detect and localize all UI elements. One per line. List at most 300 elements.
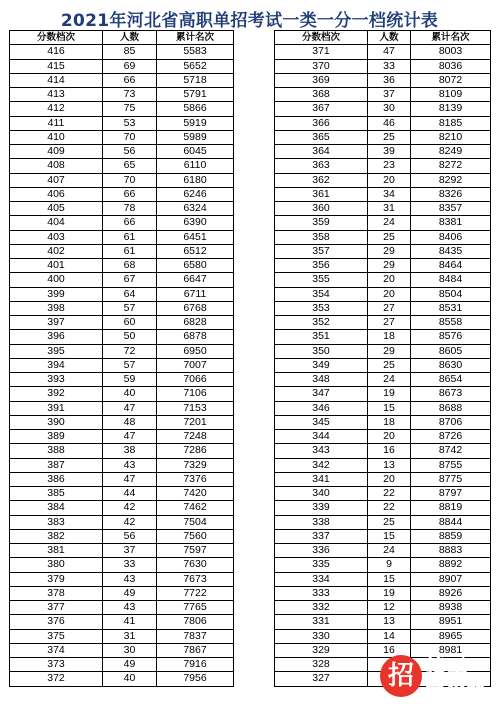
score-cell: 389: [10, 430, 103, 444]
rank-cell: 6950: [157, 344, 234, 358]
header-score: 分数档次: [10, 31, 103, 45]
count-cell: 65: [103, 159, 157, 173]
score-cell: 380: [10, 558, 103, 572]
score-cell: 401: [10, 259, 103, 273]
rank-cell: 5718: [157, 73, 234, 87]
score-cell: 410: [10, 130, 103, 144]
count-cell: 29: [368, 244, 411, 258]
rank-cell: 8605: [411, 344, 491, 358]
count-cell: 20: [368, 273, 411, 287]
table-row: [10, 145, 234, 159]
score-cell: 360: [275, 202, 368, 216]
rank-cell: 8706: [411, 415, 491, 429]
score-cell: 338: [275, 515, 368, 529]
score-cell: 406: [10, 187, 103, 201]
count-cell: 34: [368, 187, 411, 201]
score-cell: 402: [10, 244, 103, 258]
score-cell: 349: [275, 358, 368, 372]
rank-cell: 6878: [157, 330, 234, 344]
score-cell: 394: [10, 358, 103, 372]
table-row: [275, 444, 491, 458]
table-row: [10, 273, 234, 287]
score-cell: 355: [275, 273, 368, 287]
rank-cell: 6110: [157, 159, 234, 173]
table-row: [10, 116, 234, 130]
table-row: [275, 629, 491, 643]
count-cell: 18: [368, 330, 411, 344]
table-row: [10, 658, 234, 672]
count-cell: 47: [103, 430, 157, 444]
rank-cell: 8892: [411, 558, 491, 572]
table-row: [275, 330, 491, 344]
count-cell: 18: [368, 415, 411, 429]
rank-cell: 8249: [411, 145, 491, 159]
score-cell: 371: [275, 45, 368, 59]
table-row: [275, 615, 491, 629]
rank-cell: 8464: [411, 259, 491, 273]
count-cell: 27: [368, 301, 411, 315]
rank-cell: 6180: [157, 173, 234, 187]
rank-cell: 5919: [157, 116, 234, 130]
rank-cell: 8844: [411, 515, 491, 529]
rank-cell: 6580: [157, 259, 234, 273]
count-cell: 59: [103, 373, 157, 387]
table-row: [275, 601, 491, 615]
rank-cell: 7329: [157, 458, 234, 472]
count-cell: 33: [368, 59, 411, 73]
rank-cell: 7560: [157, 529, 234, 543]
count-cell: 50: [103, 330, 157, 344]
table-row: [10, 202, 234, 216]
score-cell: 337: [275, 529, 368, 543]
count-cell: 53: [103, 116, 157, 130]
table-row: [275, 273, 491, 287]
score-cell: 357: [275, 244, 368, 258]
count-cell: 14: [368, 629, 411, 643]
table-row: [275, 230, 491, 244]
rank-cell: 5652: [157, 59, 234, 73]
score-cell: 412: [10, 102, 103, 116]
count-cell: 61: [103, 244, 157, 258]
table-row: [10, 415, 234, 429]
rank-cell: 7007: [157, 358, 234, 372]
rank-cell: 8742: [411, 444, 491, 458]
table-row: [10, 672, 234, 686]
count-cell: 37: [368, 88, 411, 102]
table-row: [275, 458, 491, 472]
table-row: [10, 59, 234, 73]
table-row: [275, 529, 491, 543]
score-cell: 345: [275, 415, 368, 429]
table-row: [10, 259, 234, 273]
count-cell: 49: [103, 658, 157, 672]
count-cell: 23: [368, 159, 411, 173]
score-cell: 404: [10, 216, 103, 230]
table-row: [10, 586, 234, 600]
count-cell: 70: [103, 130, 157, 144]
rank-cell: 8576: [411, 330, 491, 344]
score-cell: 361: [275, 187, 368, 201]
score-cell: 369: [275, 73, 368, 87]
count-cell: 40: [103, 387, 157, 401]
rank-cell: 8139: [411, 102, 491, 116]
rank-cell: 8630: [411, 358, 491, 372]
score-cell: 362: [275, 173, 368, 187]
rank-cell: 8484: [411, 273, 491, 287]
table-row: [275, 387, 491, 401]
score-cell: 376: [10, 615, 103, 629]
score-cell: 396: [10, 330, 103, 344]
score-cell: 334: [275, 572, 368, 586]
score-cell: 364: [275, 145, 368, 159]
rank-cell: 8819: [411, 501, 491, 515]
score-cell: 365: [275, 130, 368, 144]
score-cell: 340: [275, 487, 368, 501]
count-cell: 20: [368, 287, 411, 301]
page-title: 2021年河北省高职单招考试一类一分一档统计表: [60, 11, 439, 31]
rank-cell: 6390: [157, 216, 234, 230]
rank-cell: 8907: [411, 572, 491, 586]
table-row: [10, 515, 234, 529]
table-row: [275, 415, 491, 429]
count-cell: 47: [103, 472, 157, 486]
rank-cell: 8951: [411, 615, 491, 629]
rank-cell: 7597: [157, 544, 234, 558]
table-row: [10, 472, 234, 486]
table-row: [10, 529, 234, 543]
rank-cell: 8654: [411, 373, 491, 387]
rank-cell: 7837: [157, 629, 234, 643]
score-cell: 367: [275, 102, 368, 116]
score-cell: 358: [275, 230, 368, 244]
score-cell: 408: [10, 159, 103, 173]
table-row: [275, 515, 491, 529]
score-cell: 405: [10, 202, 103, 216]
table-row: [10, 244, 234, 258]
table-row: [10, 88, 234, 102]
table-row: [275, 159, 491, 173]
table-row: [10, 358, 234, 372]
rank-cell: 8726: [411, 430, 491, 444]
table-row: [10, 187, 234, 201]
score-cell: 366: [275, 116, 368, 130]
score-cell: 414: [10, 73, 103, 87]
score-cell: 397: [10, 316, 103, 330]
score-cell: 350: [275, 344, 368, 358]
rank-cell: 7630: [157, 558, 234, 572]
table-row: [10, 629, 234, 643]
table-row: [275, 501, 491, 515]
score-cell: 352: [275, 316, 368, 330]
score-cell: 381: [10, 544, 103, 558]
rank-cell: 7248: [157, 430, 234, 444]
count-cell: 75: [103, 102, 157, 116]
rank-cell: 8406: [411, 230, 491, 244]
count-cell: 20: [368, 472, 411, 486]
table-row: [10, 643, 234, 657]
count-cell: 39: [368, 145, 411, 159]
rank-cell: 8036: [411, 59, 491, 73]
table-row: [275, 45, 491, 59]
count-cell: 42: [103, 501, 157, 515]
score-cell: 413: [10, 88, 103, 102]
table-header-row: [275, 31, 491, 45]
table-row: [275, 59, 491, 73]
table-row: [275, 216, 491, 230]
count-cell: 68: [103, 259, 157, 273]
score-cell: 342: [275, 458, 368, 472]
score-cell: 356: [275, 259, 368, 273]
rank-cell: 7420: [157, 487, 234, 501]
count-cell: 73: [103, 88, 157, 102]
count-cell: 19: [368, 387, 411, 401]
table-row: [10, 287, 234, 301]
header-rank: 累计名次: [411, 31, 491, 45]
header-count: 人数: [103, 31, 157, 45]
table-row: [10, 558, 234, 572]
score-cell: 392: [10, 387, 103, 401]
rank-cell: 7806: [157, 615, 234, 629]
rank-cell: 7956: [157, 672, 234, 686]
count-cell: 46: [368, 116, 411, 130]
count-cell: 43: [103, 458, 157, 472]
score-cell: 348: [275, 373, 368, 387]
count-cell: 85: [103, 45, 157, 59]
rank-cell: 8558: [411, 316, 491, 330]
count-cell: 29: [368, 259, 411, 273]
rank-cell: 5866: [157, 102, 234, 116]
rank-cell: 8435: [411, 244, 491, 258]
score-cell: 329: [275, 643, 368, 657]
rank-cell: 8072: [411, 73, 491, 87]
score-cell: 341: [275, 472, 368, 486]
table-row: [275, 472, 491, 486]
count-cell: 49: [103, 586, 157, 600]
score-cell: 353: [275, 301, 368, 315]
score-cell: 411: [10, 116, 103, 130]
count-cell: 13: [368, 458, 411, 472]
count-cell: 67: [103, 273, 157, 287]
count-cell: 31: [368, 202, 411, 216]
rank-cell: 7201: [157, 415, 234, 429]
table-row: [275, 187, 491, 201]
rank-cell: 7153: [157, 401, 234, 415]
score-cell: 333: [275, 586, 368, 600]
table-row: [10, 387, 234, 401]
score-cell: 351: [275, 330, 368, 344]
count-cell: 19: [368, 586, 411, 600]
rank-cell: 8531: [411, 301, 491, 315]
table-row: [10, 73, 234, 87]
table-row: [275, 301, 491, 315]
rank-cell: 8185: [411, 116, 491, 130]
table-row: [10, 316, 234, 330]
score-cell: 390: [10, 415, 103, 429]
count-cell: 56: [103, 145, 157, 159]
rank-cell: 8938: [411, 601, 491, 615]
count-cell: 27: [368, 316, 411, 330]
count-cell: 57: [103, 301, 157, 315]
table-row: [275, 88, 491, 102]
table-row: [10, 430, 234, 444]
score-cell: 387: [10, 458, 103, 472]
count-cell: 43: [103, 572, 157, 586]
count-cell: 60: [103, 316, 157, 330]
rank-cell: 6828: [157, 316, 234, 330]
count-cell: 9: [368, 558, 411, 572]
table-row: [10, 487, 234, 501]
table-row: [275, 373, 491, 387]
rank-cell: 5583: [157, 45, 234, 59]
score-cell: 347: [275, 387, 368, 401]
table-row: [275, 259, 491, 273]
count-cell: 12: [368, 601, 411, 615]
rank-cell: 6512: [157, 244, 234, 258]
table-row: [275, 572, 491, 586]
rank-cell: 6324: [157, 202, 234, 216]
rank-cell: 7867: [157, 643, 234, 657]
table-row: [275, 586, 491, 600]
table-row: [275, 487, 491, 501]
rank-cell: 6711: [157, 287, 234, 301]
score-cell: 382: [10, 529, 103, 543]
watermark-logo: [380, 651, 496, 703]
watermark-badge: 招: [380, 655, 422, 697]
rank-cell: 7504: [157, 515, 234, 529]
table-row: [10, 159, 234, 173]
rank-cell: 8292: [411, 173, 491, 187]
table-row: [10, 373, 234, 387]
rank-cell: 8883: [411, 544, 491, 558]
score-cell: 359: [275, 216, 368, 230]
rank-cell: 8755: [411, 458, 491, 472]
table-row: [275, 73, 491, 87]
score-cell: 370: [275, 59, 368, 73]
score-cell: 384: [10, 501, 103, 515]
table-row: [10, 444, 234, 458]
count-cell: 42: [103, 515, 157, 529]
count-cell: 20: [368, 430, 411, 444]
score-cell: 354: [275, 287, 368, 301]
count-cell: 47: [103, 401, 157, 415]
table-row: [275, 102, 491, 116]
count-cell: 69: [103, 59, 157, 73]
rank-cell: 8688: [411, 401, 491, 415]
table-body-left: [10, 45, 234, 686]
score-table-left: [9, 30, 234, 687]
table-row: [10, 230, 234, 244]
table-row: [10, 344, 234, 358]
rank-cell: 7722: [157, 586, 234, 600]
rank-cell: 7066: [157, 373, 234, 387]
count-cell: 24: [368, 544, 411, 558]
rank-cell: 8381: [411, 216, 491, 230]
count-cell: 36: [368, 73, 411, 87]
table-row: [275, 145, 491, 159]
rank-cell: 7765: [157, 601, 234, 615]
rank-cell: 8326: [411, 187, 491, 201]
score-cell: 385: [10, 487, 103, 501]
count-cell: 25: [368, 230, 411, 244]
rank-cell: 8003: [411, 45, 491, 59]
table-row: [275, 430, 491, 444]
score-cell: 398: [10, 301, 103, 315]
score-cell: 400: [10, 273, 103, 287]
count-cell: 41: [103, 615, 157, 629]
rank-cell: 8981: [411, 643, 491, 657]
score-cell: 363: [275, 159, 368, 173]
rank-cell: 7286: [157, 444, 234, 458]
header-count: 人数: [368, 31, 411, 45]
table-row: [275, 116, 491, 130]
score-cell: 339: [275, 501, 368, 515]
header-score: 分数档次: [275, 31, 368, 45]
score-cell: 346: [275, 401, 368, 415]
count-cell: 16: [368, 643, 411, 657]
count-cell: 57: [103, 358, 157, 372]
rank-cell: 8673: [411, 387, 491, 401]
count-cell: 22: [368, 501, 411, 515]
score-table-right: [274, 30, 491, 687]
rank-cell: 8775: [411, 472, 491, 486]
score-cell: 335: [275, 558, 368, 572]
count-cell: 66: [103, 187, 157, 201]
score-cell: 328: [275, 658, 368, 672]
rank-cell: 8109: [411, 88, 491, 102]
score-cell: 377: [10, 601, 103, 615]
score-cell: 383: [10, 515, 103, 529]
score-cell: 332: [275, 601, 368, 615]
table-row: [275, 287, 491, 301]
score-cell: 399: [10, 287, 103, 301]
score-cell: 409: [10, 145, 103, 159]
count-cell: 43: [103, 601, 157, 615]
count-cell: 29: [368, 344, 411, 358]
score-cell: 375: [10, 629, 103, 643]
header-rank: 累计名次: [157, 31, 234, 45]
score-cell: 344: [275, 430, 368, 444]
rank-cell: 7106: [157, 387, 234, 401]
table-row: [275, 202, 491, 216]
rank-cell: 8272: [411, 159, 491, 173]
count-cell: 25: [368, 130, 411, 144]
rank-cell: 8965: [411, 629, 491, 643]
count-cell: 37: [103, 544, 157, 558]
count-cell: 70: [103, 173, 157, 187]
table-row: [10, 216, 234, 230]
score-cell: 330: [275, 629, 368, 643]
score-cell: 343: [275, 444, 368, 458]
rank-cell: 7376: [157, 472, 234, 486]
rank-cell: 7916: [157, 658, 234, 672]
score-cell: 327: [275, 672, 368, 686]
count-cell: 15: [368, 572, 411, 586]
score-cell: 331: [275, 615, 368, 629]
table-row: [275, 173, 491, 187]
rank-cell: 5989: [157, 130, 234, 144]
rank-cell: 8210: [411, 130, 491, 144]
rank-cell: 7462: [157, 501, 234, 515]
score-cell: 393: [10, 373, 103, 387]
rank-cell: 6451: [157, 230, 234, 244]
rank-cell: 8797: [411, 487, 491, 501]
table-row: [275, 544, 491, 558]
score-cell: 395: [10, 344, 103, 358]
count-cell: 47: [368, 45, 411, 59]
score-cell: 373: [10, 658, 103, 672]
score-cell: 391: [10, 401, 103, 415]
watermark-text-line1: 技工: [426, 655, 471, 677]
